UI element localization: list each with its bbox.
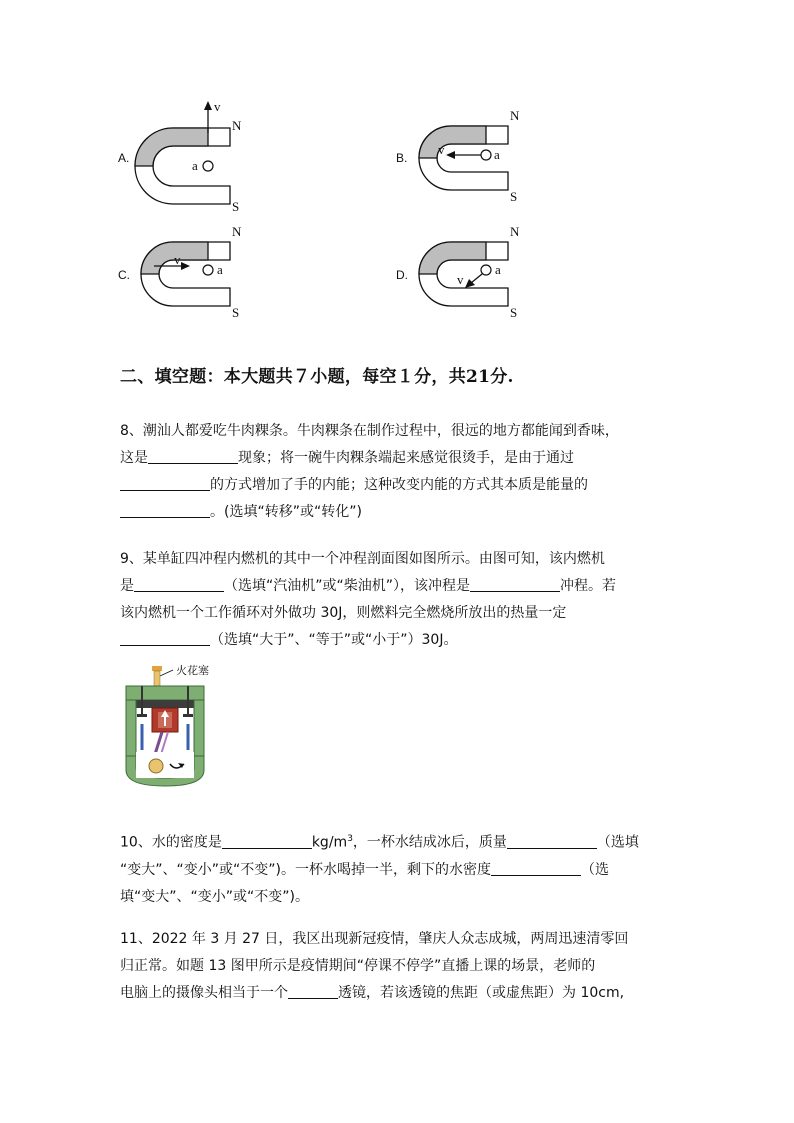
pole-top-label: N xyxy=(510,108,520,123)
q10-text: “变大”、“变小”或“不变”)。一杯水喝掉一半，剩下的水密度 xyxy=(120,861,491,878)
question-11 xyxy=(120,926,680,1007)
q9-text: 是 xyxy=(120,578,134,594)
q9-text: （选填“大于”、“等于”或“小于”）30J。 xyxy=(210,632,458,648)
q9-text: 冲程。若 xyxy=(560,578,617,594)
q9-line-4 xyxy=(120,627,680,654)
pole-bottom-label: S xyxy=(510,189,518,204)
magnet-d-svg xyxy=(396,222,546,332)
point-a-circle xyxy=(203,265,213,275)
pole-top-label: N xyxy=(510,224,520,239)
velocity-arrow-up-icon xyxy=(204,101,212,110)
pole-bottom-label: S xyxy=(510,305,518,320)
q10-text: （选填 xyxy=(596,834,639,851)
section-heading: 二、填空题：本大题共７小题，每空１分，共21分. xyxy=(120,367,514,387)
q11-line-2: 归正常。如题 13 图甲所示是疫情期间“停课不停学”直播上课的场景，老师的 xyxy=(120,958,596,974)
answer-blank[interactable] xyxy=(120,503,210,518)
question-9 xyxy=(120,546,680,654)
crankshaft-icon xyxy=(149,759,163,773)
magnet-figure-a xyxy=(118,98,268,216)
q8-line-2 xyxy=(120,445,680,472)
q9-line-2 xyxy=(120,573,680,600)
q9-text: （选填“汽油机”或“柴油机”），该冲程是 xyxy=(224,578,471,594)
q10-line-3: 填“变大”、“变小”或“不变”)。 xyxy=(120,888,309,905)
q10-text: 10、水的密度是 xyxy=(120,834,222,851)
point-a-circle xyxy=(203,161,213,171)
q11-line-3 xyxy=(120,980,680,1007)
q11-line-1: 11、2022 年 3 月 27 日，我区出现新冠疫情，肇庆人众志成城，两周迅速清零回 xyxy=(120,931,629,947)
answer-blank[interactable] xyxy=(148,449,238,464)
answer-blank[interactable] xyxy=(222,834,312,849)
point-a-circle xyxy=(481,265,491,275)
answer-blank[interactable] xyxy=(491,861,581,876)
question-10 xyxy=(120,826,680,911)
q11-text: 透镜，若该透镜的焦距（或虚焦距）为 10cm, xyxy=(338,985,625,1001)
option-label: A. xyxy=(118,151,130,165)
q8-line-4 xyxy=(120,499,680,526)
answer-blank[interactable] xyxy=(507,834,597,849)
q10-text: （选 xyxy=(580,861,609,878)
point-a-label: a xyxy=(494,147,500,162)
q8-text: 的方式增加了手的内能；这种改变内能的方式其本质是能量的 xyxy=(210,477,588,493)
point-a-label: a xyxy=(495,262,501,277)
velocity-arrow-left-icon xyxy=(446,151,455,159)
pole-bottom-label: S xyxy=(232,305,240,320)
magnet-c-svg xyxy=(118,222,268,332)
velocity-label: v xyxy=(214,99,221,114)
q10-line-2 xyxy=(120,857,680,884)
answer-blank[interactable] xyxy=(470,577,560,592)
q8-line-1: 8、潮汕人都爱吃牛肉粿条。牛肉粿条在制作过程中，很远的地方都能闻到香味， xyxy=(120,423,619,439)
velocity-label: v xyxy=(174,252,181,267)
engine-cross-section-figure xyxy=(118,660,228,788)
magnet-b-svg xyxy=(396,106,546,216)
point-a-label: a xyxy=(192,158,198,173)
point-a-label: a xyxy=(217,262,223,277)
velocity-label: v xyxy=(457,272,464,287)
q8-text: 这是 xyxy=(120,450,148,466)
q10-unit: kg/m xyxy=(311,834,348,851)
option-label: C. xyxy=(118,268,130,282)
q11-text: 电脑上的摄像头相当于一个 xyxy=(120,985,288,1001)
answer-blank[interactable] xyxy=(288,984,338,999)
magnet-a-svg xyxy=(118,98,268,216)
pole-top-label: N xyxy=(232,224,242,239)
option-label: B. xyxy=(396,151,408,165)
magnet-shaded-part xyxy=(419,242,486,274)
answer-blank[interactable] xyxy=(120,631,210,646)
q8-text: 现象；将一碗牛肉粿条端起来感觉很烫手，是由于通过 xyxy=(238,450,574,466)
question-8 xyxy=(120,418,680,526)
q8-line-3 xyxy=(120,472,680,499)
answer-blank[interactable] xyxy=(120,476,210,491)
spark-plug-icon xyxy=(152,666,162,671)
magnet-figure-c xyxy=(118,222,268,332)
spark-plug-label: 火花塞 xyxy=(176,664,209,677)
answer-blank[interactable] xyxy=(134,577,224,592)
q8-text: 。(选填“转移”或“转化”) xyxy=(210,504,362,520)
pole-bottom-label: S xyxy=(232,199,240,214)
velocity-arrow-right-icon xyxy=(181,262,190,270)
q9-line-1: 9、某单缸四冲程内燃机的其中一个冲程剖面图如图所示。由图可知，该内燃机 xyxy=(120,551,605,567)
q9-line-3: 该内燃机一个工作循环对外做功 30J，则燃料完全燃烧所放出的热量一定 xyxy=(120,605,567,621)
engine-svg xyxy=(118,660,228,788)
velocity-label: v xyxy=(438,142,445,157)
q10-unit-exponent: 3 xyxy=(347,834,353,844)
magnet-figure-d xyxy=(396,222,546,332)
option-label: D. xyxy=(396,268,408,282)
pole-top-label: N xyxy=(232,118,242,133)
q10-text: ，一杯水结成冰后，质量 xyxy=(352,834,507,851)
magnet-figure-b xyxy=(396,106,546,216)
q10-line-1 xyxy=(120,826,680,857)
point-a-circle xyxy=(481,150,491,160)
